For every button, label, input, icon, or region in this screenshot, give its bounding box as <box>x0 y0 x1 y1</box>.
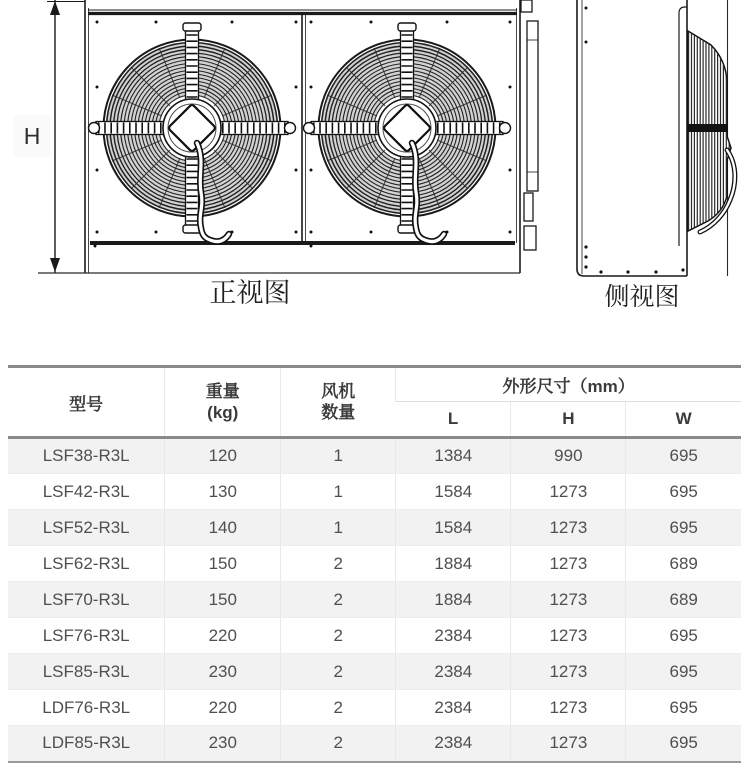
cell-l: 2384 <box>396 618 511 654</box>
spec-table-section <box>8 365 741 763</box>
table-row <box>8 582 741 618</box>
table-row <box>8 690 741 726</box>
cell-weight: 120 <box>165 438 281 474</box>
cell-fans: 2 <box>281 618 396 654</box>
table-row <box>8 654 741 690</box>
cell-h: 1273 <box>511 510 626 546</box>
right-flange <box>521 0 538 250</box>
cell-fans: 1 <box>281 510 396 546</box>
cell-model: LDF85-R3L <box>8 726 165 762</box>
cell-weight: 220 <box>165 690 281 726</box>
cell-w: 695 <box>626 438 741 474</box>
cell-model: LSF62-R3L <box>8 546 165 582</box>
col-header-dimensions: 外形尺寸（mm） <box>396 367 741 402</box>
cell-h: 1273 <box>511 654 626 690</box>
cell-h: 1273 <box>511 726 626 762</box>
cell-h: 990 <box>511 438 626 474</box>
cell-weight: 150 <box>165 582 281 618</box>
cell-w: 695 <box>626 726 741 762</box>
cell-model: LSF42-R3L <box>8 474 165 510</box>
cell-model: LDF76-R3L <box>8 690 165 726</box>
cell-fans: 2 <box>281 654 396 690</box>
cell-w: 689 <box>626 546 741 582</box>
cell-l: 2384 <box>396 654 511 690</box>
cell-model: LSF85-R3L <box>8 654 165 690</box>
cell-h: 1273 <box>511 474 626 510</box>
table-row <box>8 474 741 510</box>
cell-w: 695 <box>626 690 741 726</box>
spec-table <box>8 365 741 763</box>
front-view-label: 正视图 <box>209 278 291 308</box>
technical-drawing <box>0 0 750 314</box>
col-header-w: W <box>626 402 741 438</box>
col-header-weight <box>165 367 281 438</box>
cell-weight: 230 <box>165 726 281 762</box>
col-header-model: 型号 <box>69 394 104 414</box>
table-row <box>8 546 741 582</box>
front-view <box>38 0 538 273</box>
technical-drawing-section <box>0 0 750 314</box>
cell-w: 689 <box>626 582 741 618</box>
cell-fans: 2 <box>281 726 396 762</box>
col-header-h: H <box>511 402 626 438</box>
fan-header-line2: 数量 <box>321 403 356 422</box>
cell-weight: 230 <box>165 654 281 690</box>
cell-l: 1584 <box>396 474 511 510</box>
cell-w: 695 <box>626 654 741 690</box>
cell-w: 695 <box>626 474 741 510</box>
cell-l: 1584 <box>396 510 511 546</box>
cell-fans: 2 <box>281 546 396 582</box>
cell-l: 1384 <box>396 438 511 474</box>
table-row <box>8 438 741 474</box>
cell-fans: 1 <box>281 438 396 474</box>
cell-l: 2384 <box>396 726 511 762</box>
cell-h: 1273 <box>511 582 626 618</box>
table-row <box>8 618 741 654</box>
fan-right <box>304 23 511 242</box>
cell-fans: 1 <box>281 474 396 510</box>
cell-l: 2384 <box>396 690 511 726</box>
cell-h: 1273 <box>511 690 626 726</box>
weight-header-line1: 重量 <box>205 381 240 401</box>
cell-model: LSF52-R3L <box>8 510 165 546</box>
cell-h: 1273 <box>511 546 626 582</box>
cell-weight: 130 <box>165 474 281 510</box>
cell-w: 695 <box>626 510 741 546</box>
cell-weight: 140 <box>165 510 281 546</box>
cell-weight: 150 <box>165 546 281 582</box>
side-screw-dots <box>584 7 684 274</box>
cell-l: 1884 <box>396 546 511 582</box>
cell-fans: 2 <box>281 690 396 726</box>
col-header-fan-count <box>281 367 396 438</box>
cell-model: LSF76-R3L <box>8 618 165 654</box>
cell-weight: 220 <box>165 618 281 654</box>
table-row <box>8 510 741 546</box>
dimension-label-h: H <box>14 115 50 157</box>
dimension-h-arrow <box>47 0 85 273</box>
cell-l: 1884 <box>396 582 511 618</box>
weight-header-line2: (kg) <box>207 403 239 422</box>
table-row <box>8 726 741 762</box>
cell-model: LSF38-R3L <box>8 438 165 474</box>
fan-left <box>89 23 296 242</box>
side-view <box>577 0 735 276</box>
side-view-label: 侧视图 <box>604 283 680 311</box>
cell-h: 1273 <box>511 618 626 654</box>
cell-w: 695 <box>626 618 741 654</box>
col-header-l: L <box>447 409 459 428</box>
cell-model: LSF70-R3L <box>8 582 165 618</box>
fan-header-line1: 风机 <box>321 381 356 401</box>
cell-fans: 2 <box>281 582 396 618</box>
